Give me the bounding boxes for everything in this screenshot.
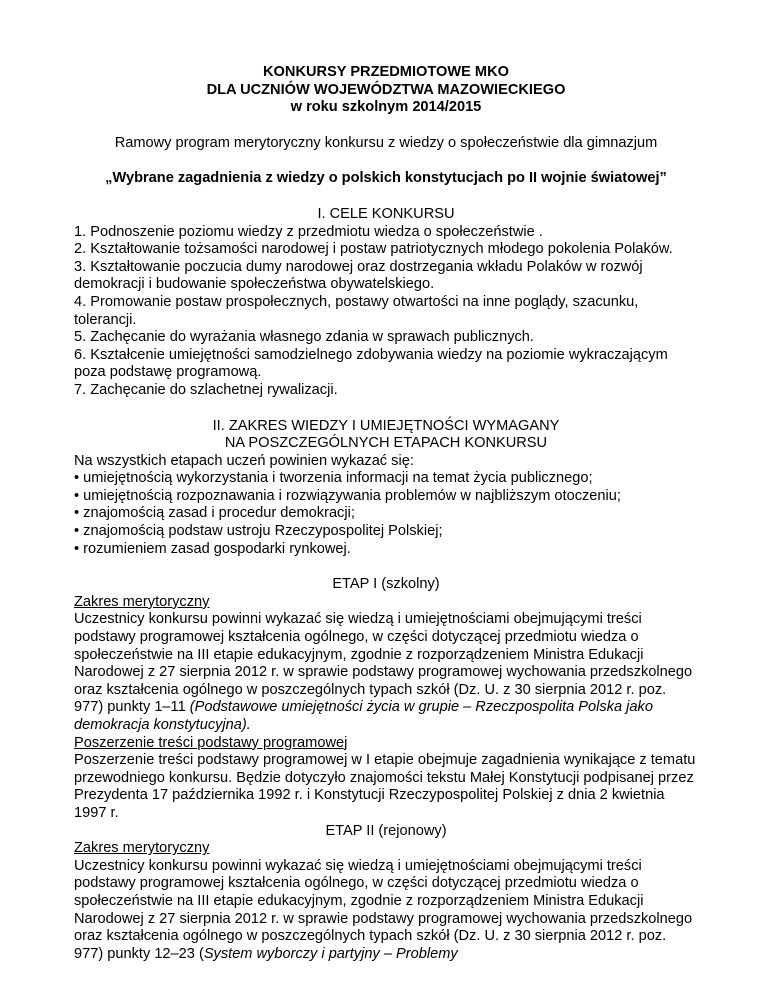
stage2-scope-text: Uczestnicy konkursu powinni wykazać się wiedzą i umiejętnościami obejmującymi treści podstawy programowej kształcenia ogólnego, w części dotyczącej przedmiotu wiedza o społeczeństwie na III etapie edukacyjnym, zgodnie z rozporządzeniem Ministra Edukacji Narodowej z 27 sierpnia 2012 r. w sprawie podstawy programowej wychowania przedszkolnego oraz kształcenia ogólnego w poszczególnych typach szkół (Dz. U. z 30 sierpnia 2012 r. poz. 977) punkty 12–23 ( (74, 857, 693, 962)
skill-bullet: • rozumieniem zasad gospodarki rynkowej. (74, 540, 351, 557)
document-subtitle: Ramowy program merytoryczny konkursu z wiedzy o społeczeństwie dla gimnazjum (114, 134, 658, 151)
skills-intro: Na wszystkich etapach uczeń powinien wykazać się: (74, 452, 414, 469)
header-line-2: DLA UCZNIÓW WOJEWÓDZTWA MAZOWIECKIEGO (206, 81, 566, 98)
skill-bullet: • umiejętnością wykorzystania i tworzenia informacji na temat życia publicznego; (74, 470, 593, 487)
goal-item: 5. Zachęcanie do wyrażania własnego zdania w sprawach publicznych. (74, 329, 534, 346)
goal-item: 1. Podnoszenie poziomu wiedzy z przedmiotu wiedza o społeczeństwie . (74, 223, 543, 240)
goal-item: 2. Kształtowanie tożsamości narodowej i postaw patriotycznych młodego pokolenia Polaków. (74, 241, 673, 258)
goals-list (74, 224, 698, 400)
section1-heading: I. CELE KONKURSU (317, 205, 455, 222)
stage1-extension-label: Poszerzenie treści podstawy programowej (74, 734, 348, 751)
skill-bullet: • znajomością zasad i procedur demokracji; (74, 505, 355, 522)
skills-list (74, 470, 698, 558)
stage1-scope-text: Uczestnicy konkursu powinni wykazać się wiedzą i umiejętnościami obejmującymi treści podstawy programowej kształcenia ogólnego, w części dotyczącej przedmiotu wiedza o społeczeństwie na III etapie edukacyjnym, zgodnie z rozporządzeniem Ministra Edukacji Narodowej z 27 sierpnia 2012 r. w sprawie podstawy programowej wychowania przedszkolnego oraz kształcenia ogólnego w poszczególnych typach szkół (Dz. U. z 30 sierpnia 2012 r. poz. 977) punkty 1–11 (74, 611, 693, 716)
stage1-scope-italic: (Podstawowe umiejętności życia w grupie – Rzeczpospolita Polska jako demokracja konstytucyjna). (74, 699, 653, 733)
stage1-heading: ETAP I (szkolny) (332, 576, 440, 593)
stage1-extension-text: Poszerzenie treści podstawy programowej w I etapie obejmuje zagadnienia wynikające z tematu przewodniego konkursu. Będzie dotyczyło znajomości tekstu Małej Konstytucji podpisanej przez Prezydenta 17 października 1992 r. i Konstytucji Rzeczypospolitej Polskiej z dnia 2 kwietnia 1997 r. (74, 752, 696, 821)
stage2-heading: ETAP II (rejonowy) (325, 822, 447, 839)
stage2-scope-label: Zakres merytoryczny (74, 840, 210, 857)
contest-theme: „Wybrane zagadnienia z wiedzy o polskich konstytucjach po II wojnie światowej” (105, 170, 667, 187)
section2-heading-line-2: NA POSZCZEGÓLNYCH ETAPACH KONKURSU (224, 435, 548, 452)
goal-item: 7. Zachęcanie do szlachetnej rywalizacji. (74, 381, 338, 398)
section2-heading-line-1: II. ZAKRES WIEDZY I UMIEJĘTNOŚCI WYMAGANY (212, 417, 560, 434)
header-line-1: KONKURSY PRZEDMIOTOWE MKO (263, 64, 509, 80)
stage2-scope-paragraph (74, 858, 698, 964)
stage2-scope-italic: System wyborczy i partyjny – Problemy (203, 945, 458, 962)
header-line-3: w roku szkolnym 2014/2015 (290, 99, 482, 116)
goal-item: 6. Kształcenie umiejętności samodzielnego zdobywania wiedzy na poziomie wykraczającym poza podstawę programową. (74, 346, 668, 381)
document-page (74, 64, 698, 963)
stage1-scope-paragraph (74, 611, 698, 734)
section2-heading (74, 418, 698, 453)
document-header (74, 64, 698, 117)
goal-item: 3. Kształtowanie poczucia dumy narodowej oraz dostrzegania wkładu Polaków w rozwój demokracji i budowanie społeczeństwa obywatelskiego. (74, 258, 643, 293)
goal-item: 4. Promowanie postaw prospołecznych, postawy otwartości na inne poglądy, szacunku, tolerancji. (74, 293, 639, 328)
skill-bullet: • umiejętnością rozpoznawania i rozwiązywania problemów w najbliższym otoczeniu; (74, 487, 621, 504)
stage1-scope-label: Zakres merytoryczny (74, 593, 210, 610)
skill-bullet: • znajomością podstaw ustroju Rzeczypospolitej Polskiej; (74, 523, 443, 540)
